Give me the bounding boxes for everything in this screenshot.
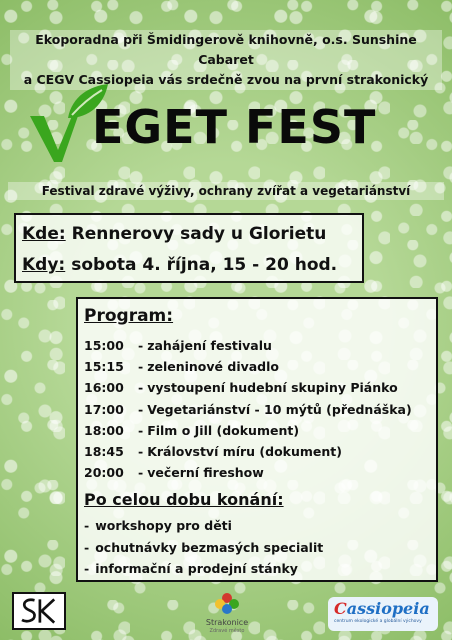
program-time: 17:00	[84, 401, 124, 417]
all-day-text: informační a prodejní stánky	[95, 561, 298, 576]
program-text: zeleninové divadlo	[147, 359, 280, 375]
strakonice-sub: Zdravé město	[209, 628, 245, 634]
all-day-item: - workshopy pro děti	[84, 518, 232, 533]
sunshine-cabaret-logo-icon	[12, 592, 66, 630]
program-time: 18:00	[84, 422, 124, 438]
program-item: 18:00 - Film o Jill (dokument)	[84, 420, 438, 441]
program-text: Film o Jill (dokument)	[147, 422, 300, 438]
intro-line-1: Ekoporadna při Šmidingerově knihovně, o.s. Sunshine Cabaret	[35, 32, 417, 67]
all-day-list	[84, 515, 323, 580]
program-text: zahájení festivalu	[147, 338, 272, 353]
subtitle: Festival zdravé výživy, ochrany zvířat a vegetariánství	[8, 182, 444, 200]
program-item: 20:00 - večerní fireshow	[84, 462, 438, 483]
program-heading: Program:	[84, 306, 174, 326]
when-label: Kdy:	[22, 255, 66, 275]
strakonice-name: Strakonice	[205, 618, 249, 627]
program-list	[84, 335, 438, 483]
place-time-box	[14, 213, 364, 283]
cassiopeia-sub: centrum ekologické a globální výchovy	[334, 619, 422, 624]
program-item: 16:00 - vystoupení hudební skupiny Piánko	[84, 377, 438, 398]
program-text: Království míru (dokument)	[147, 444, 342, 460]
when-value: sobota 4. října, 15 - 20 hod.	[71, 255, 338, 275]
program-item: 17:00 - Vegetariánství - 10 mýtů (přednáška)	[84, 399, 438, 420]
program-time: 20:00	[84, 465, 124, 481]
program-box	[76, 297, 438, 582]
strakonice-logo	[202, 590, 252, 636]
intro-text	[10, 30, 442, 90]
all-day-item: - ochutnávky bezmasých specialit	[84, 539, 324, 555]
program-text: Vegetariánství - 10 mýtů (přednáška)	[147, 401, 412, 417]
strakonice-flower-icon	[202, 590, 252, 618]
where-row	[22, 222, 326, 246]
where-value: Rennerovy sady u Glorietu	[71, 224, 327, 244]
cassiopeia-initial: C	[334, 599, 347, 618]
program-text: vystoupení hudební skupiny Piánko	[147, 380, 398, 396]
cassiopeia-rest: assiopeia	[346, 599, 430, 618]
program-time: 16:00	[84, 380, 124, 396]
all-day-text: ochutnávky bezmasých specialit	[95, 539, 324, 555]
program-time: 15:00	[84, 338, 124, 353]
all-day-item: - informační a prodejní stánky	[84, 561, 298, 576]
program-text: večerní fireshow	[147, 465, 264, 481]
where-label: Kde:	[22, 224, 66, 244]
cassiopeia-name	[334, 599, 430, 618]
program-item: 15:00 - zahájení festivalu	[84, 335, 438, 356]
when-row	[22, 253, 337, 277]
festival-title: EGET FEST	[92, 100, 377, 154]
program-time: 15:15	[84, 359, 124, 375]
program-item: 18:45 - Království míru (dokument)	[84, 441, 438, 462]
intro-line-2: a CEGV Cassiopeia vás srdečně zvou na první strakonický	[23, 72, 429, 87]
cassiopeia-logo	[328, 597, 438, 631]
program-time: 18:45	[84, 444, 124, 460]
all-day-heading: Po celou dobu konání:	[84, 490, 284, 509]
program-item: 15:15 - zeleninové divadlo	[84, 356, 438, 377]
all-day-text: workshopy pro děti	[95, 518, 232, 533]
